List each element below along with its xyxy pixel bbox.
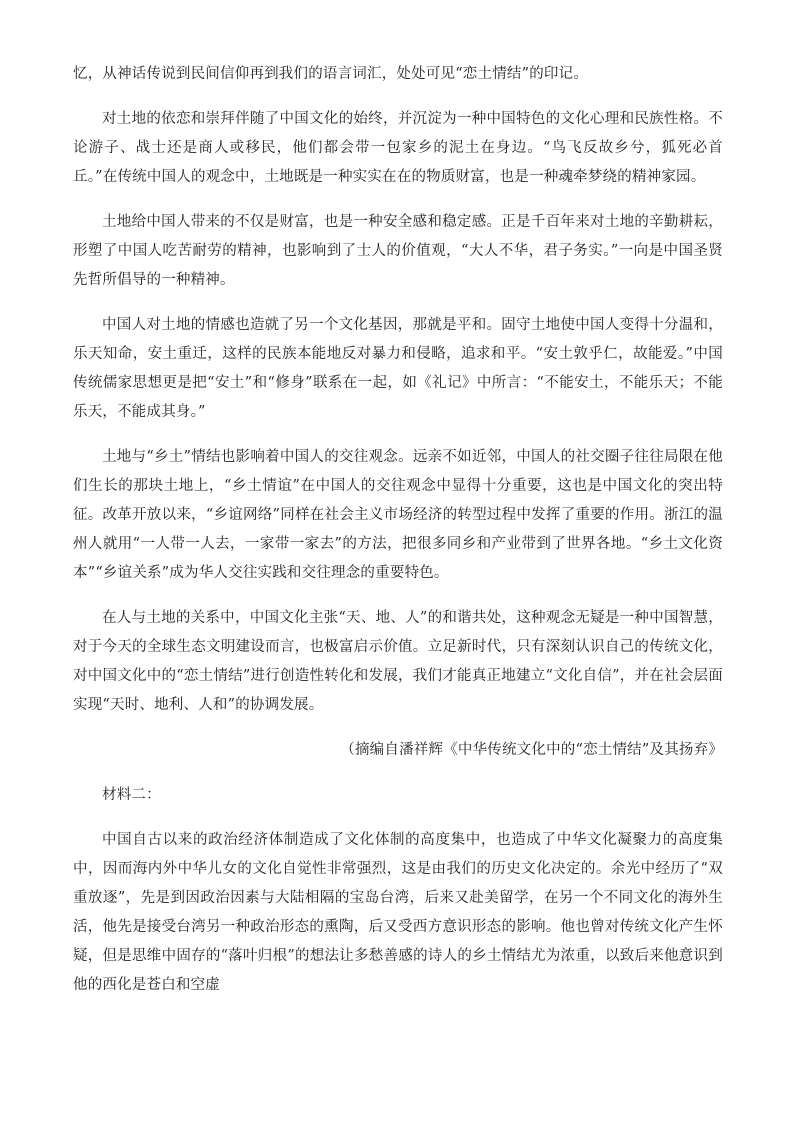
paragraph-harmony: 在人与土地的关系中，中国文化主张“天、地、人”的和谐共处，这种观念无疑是一种中国智慧，对于今天的全球生态文明建设而言，也极富启示价值。立足新时代，只有深刻认识自己的传统文化，对中国文化中的“恋土情结”进行创造性转化和发展，我们才能真正地建立“文化自信”，并在社会层面实现“天时、地利、人和”的协调发展。 [73, 610, 723, 713]
material-two-label: 材料二： [102, 787, 161, 803]
paragraph-social-concept: 土地与“乡土”情结也影响着中国人的交往观念。远亲不如近邻，中国人的社交圈子往往局限在他们生长的那块土地上，“乡土情谊”在中国人的交往观念中显得十分重要，这也是中国文化的突出特征。改革开放以来，“乡谊网络”同样在社会主义市场经济的转型过程中发挥了重要的作用。浙江的温州人就用“一人带一人去，一家带一家去”的方法，把很多同乡和产业带到了世界各地。“乡土文化资本”“乡谊关系”成为华人交往实践和交往理念的重要特色。 [73, 449, 723, 581]
paragraph-land-worship: 对土地的依恋和崇拜伴随了中国文化的始终，并沉淀为一种中国特色的文化心理和民族性格。不论游子、战士还是商人或移民，他们都会带一包家乡的泥土在身边。“鸟飞反故乡兮，狐死必首丘。”在传统中国人的观念中，土地既是一种实实在在的物质财富，也是一种魂牵梦绕的精神家园。 [73, 111, 723, 185]
document-body [73, 60, 723, 1016]
paragraph-land-security: 土地给中国人带来的不仅是财富，也是一种安全感和稳定感。正是千百年来对土地的辛勤耕耘，形塑了中国人吃苦耐劳的精神，也影响到了士人的价值观，“大人不华，君子务实。”一向是中国圣贤先哲所倡导的一种精神。 [73, 214, 723, 288]
paragraph-peace: 中国人对土地的情感也造就了另一个文化基因，那就是平和。固守土地使中国人变得十分温和，乐天知命，安土重迁，这样的民族本能地反对暴力和侵略，追求和平。“安土敦乎仁，故能爱。”中国传统儒家思想更是把“安土”和“修身”联系在一起，如《礼记》中所言：“不能安土，不能乐天；不能乐天，不能成其身。” [73, 317, 723, 420]
source-citation: （摘编自潘祥辉《中华传统文化中的“恋土情结”及其扬弃》 [340, 742, 723, 758]
paragraph-continuation: 忆，从神话传说到民间信仰再到我们的语言词汇，处处可见“恋土情结”的印记。 [73, 66, 589, 82]
paragraph-material-two: 中国自古以来的政治经济体制造成了文化体制的高度集中，也造成了中华文化凝聚力的高度集中，因而海内外中华儿女的文化自觉性非常强烈，这是由我们的历史文化决定的。余光中经历了“双重放逐”，先是到因政治因素与大陆相隔的宝岛台湾，后来又赴美留学，在另一个不同文化的海外生活，他先是接受台湾另一种政治形态的熏陶，后又受西方意识形态的影响。他也曾对传统文化产生怀疑，但是思维中固存的“落叶归根”的想法让多愁善感的诗人的乡土情结尤为浓重，以致后来他意识到他的西化是苍白和空虚 [73, 832, 723, 993]
